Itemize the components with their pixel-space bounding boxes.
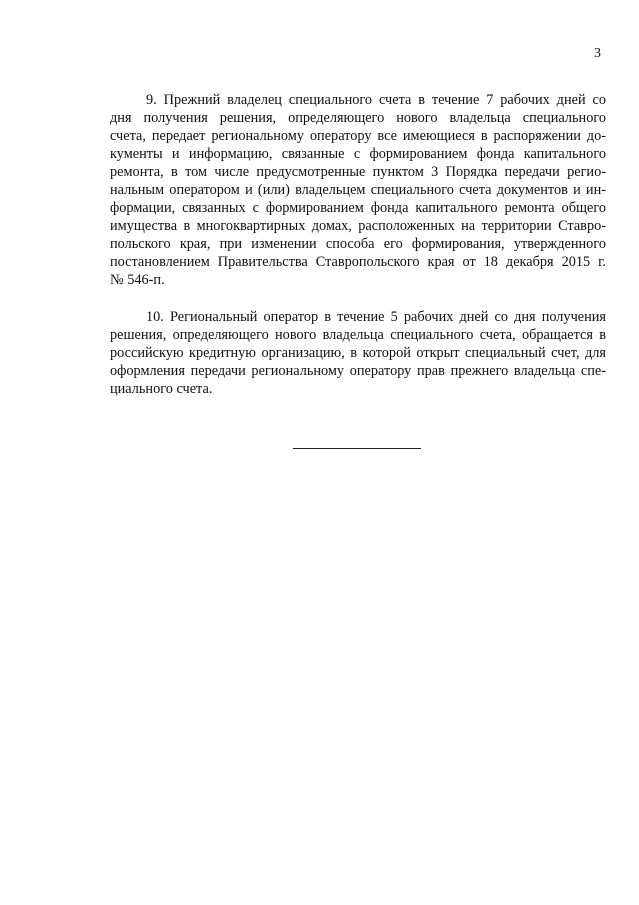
paragraph-9-line: № 546-п. xyxy=(110,272,165,288)
end-separator-line xyxy=(293,448,421,449)
paragraph-9-line: 9. Прежний владелец специального счета в течение 7 рабочих дней со xyxy=(146,92,606,108)
page-number: 3 xyxy=(594,46,601,61)
paragraph-9-line: кументы и информацию, связанные с формированием фонда капитального xyxy=(110,146,606,162)
paragraph-10-line: циального счета. xyxy=(110,381,213,397)
paragraph-10-line: российскую кредитную организацию, в которой открыт специальный счет, для xyxy=(110,345,606,361)
paragraph-9-line: формации, связанных с формированием фонда капитального ремонта общего xyxy=(110,200,606,216)
paragraph-9-line: постановлением Правительства Ставропольского края от 18 декабря 2015 г. xyxy=(110,254,606,270)
paragraph-9-line: ремонта, в том числе предусмотренные пунктом 3 Порядка передачи регио- xyxy=(110,164,606,180)
paragraph-9-line: дня получения решения, определяющего нового владельца специального xyxy=(110,110,606,126)
paragraph-9-line: имущества в многоквартирных домах, расположенных на территории Ставро- xyxy=(110,218,606,234)
paragraph-9-line: счета, передает региональному оператору все имеющиеся в распоряжении до- xyxy=(110,128,606,144)
paragraph-9-line: польского края, при изменении способа его формирования, утвержденного xyxy=(110,236,606,252)
paragraph-10-line: 10. Региональный оператор в течение 5 рабочих дней со дня получения xyxy=(146,309,606,325)
paragraph-9-line: нальным оператором и (или) владельцем специального счета документов и ин- xyxy=(110,182,606,198)
paragraph-10-line: оформления передачи региональному оператору прав прежнего владельца спе- xyxy=(110,363,606,379)
paragraph-10-line: решения, определяющего нового владельца специального счета, обращается в xyxy=(110,327,606,343)
